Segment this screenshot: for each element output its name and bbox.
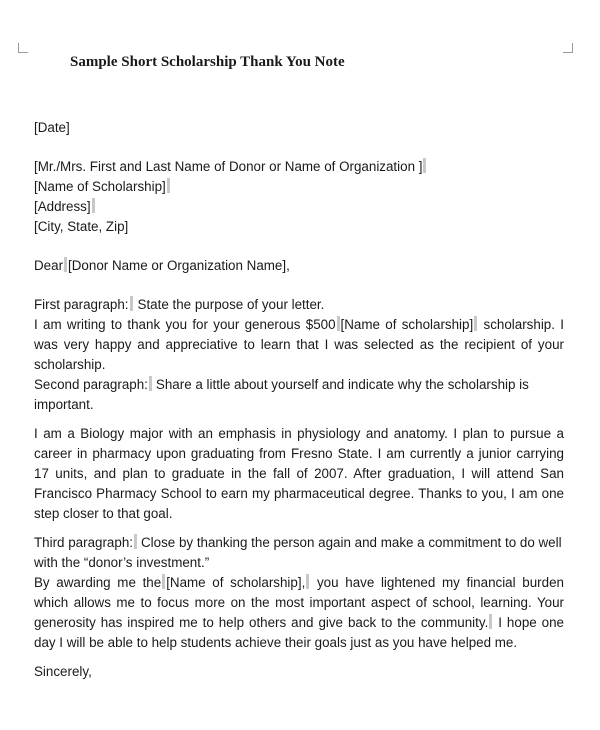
date-line: [Date] bbox=[34, 120, 70, 135]
third-paragraph-label: Third paragraph: bbox=[34, 535, 133, 550]
field-marker bbox=[149, 376, 152, 391]
third-paragraph-text-a: By awarding me the bbox=[34, 575, 162, 590]
third-paragraph-instruction bbox=[34, 533, 564, 573]
third-paragraph-instruction-text: Close by thanking the person again and make a commitment to do well with the “donor’s investment.” bbox=[34, 535, 562, 570]
first-paragraph-label: First paragraph: bbox=[34, 297, 129, 312]
recipient-address bbox=[34, 157, 564, 237]
address-line-1-text: [Mr./Mrs. First and Last Name of Donor or Name of Organization ] bbox=[34, 159, 423, 174]
third-paragraph-text-b: you have lightened my financial burden which allows me to focus more on the most important aspect of school, learning. Your generosity has inspired me to help others and give back to the community. bbox=[34, 575, 564, 630]
third-paragraph-text bbox=[34, 573, 564, 653]
first-paragraph bbox=[34, 295, 564, 375]
letter-body bbox=[34, 118, 564, 682]
address-line-1 bbox=[34, 157, 564, 177]
second-paragraph-instruction-text: Share a little about yourself and indicate why the scholarship is important. bbox=[34, 377, 529, 412]
first-paragraph-text-a: I am writing to thank you for your generous $500 bbox=[34, 317, 336, 332]
field-marker bbox=[423, 158, 426, 173]
scholarship-placeholder: [Name of scholarship], bbox=[166, 575, 306, 590]
closing: Sincerely, bbox=[34, 664, 92, 679]
third-paragraph-text-c: I hope one day I will be able to help students achieve their goals just as you have helped me. bbox=[34, 615, 564, 650]
first-paragraph-instruction bbox=[34, 295, 564, 315]
second-paragraph-instruction bbox=[34, 375, 564, 415]
field-marker bbox=[92, 198, 95, 213]
field-marker bbox=[306, 574, 309, 589]
field-marker bbox=[337, 316, 340, 331]
address-line-3-text: [Address] bbox=[34, 199, 91, 214]
field-marker bbox=[130, 296, 133, 311]
field-marker bbox=[489, 614, 492, 629]
first-paragraph-text-b: scholarship. I was very happy and appreciative to learn that I was selected as the recipient of your scholarship. bbox=[34, 317, 564, 372]
address-line-2 bbox=[34, 177, 564, 197]
first-paragraph-text bbox=[34, 315, 564, 375]
salutation bbox=[34, 256, 564, 276]
second-paragraph-text: I am a Biology major with an emphasis in physiology and anatomy. I plan to pursue a career in pharmacy upon graduating from Fresno State. I am currently a junior carrying 17 units, and plan to graduate in the fall of 2007. After graduation, I will attend San Francisco Pharmacy School to earn my pharmaceutical degree. Thanks to you, I am one step closer to that goal. bbox=[34, 426, 564, 521]
salutation-name: [Donor Name or Organization Name], bbox=[68, 258, 290, 273]
field-marker bbox=[474, 316, 477, 331]
field-marker bbox=[134, 534, 137, 549]
salutation-prefix: Dear bbox=[34, 258, 64, 273]
address-line-3 bbox=[34, 197, 564, 217]
field-marker bbox=[64, 257, 67, 272]
margin-corner-mark-right bbox=[563, 43, 573, 53]
address-line-4: [City, State, Zip] bbox=[34, 219, 129, 234]
address-line-2-text: [Name of Scholarship] bbox=[34, 179, 166, 194]
second-paragraph-label: Second paragraph: bbox=[34, 377, 148, 392]
margin-corner-mark-left bbox=[18, 43, 28, 53]
document-title: Sample Short Scholarship Thank You Note bbox=[70, 54, 345, 70]
second-paragraph bbox=[34, 375, 564, 524]
field-marker bbox=[162, 574, 165, 589]
field-marker bbox=[167, 178, 170, 193]
scholarship-placeholder: [Name of scholarship] bbox=[340, 317, 474, 332]
first-paragraph-instruction-text: State the purpose of your letter. bbox=[137, 297, 325, 312]
third-paragraph bbox=[34, 533, 564, 653]
